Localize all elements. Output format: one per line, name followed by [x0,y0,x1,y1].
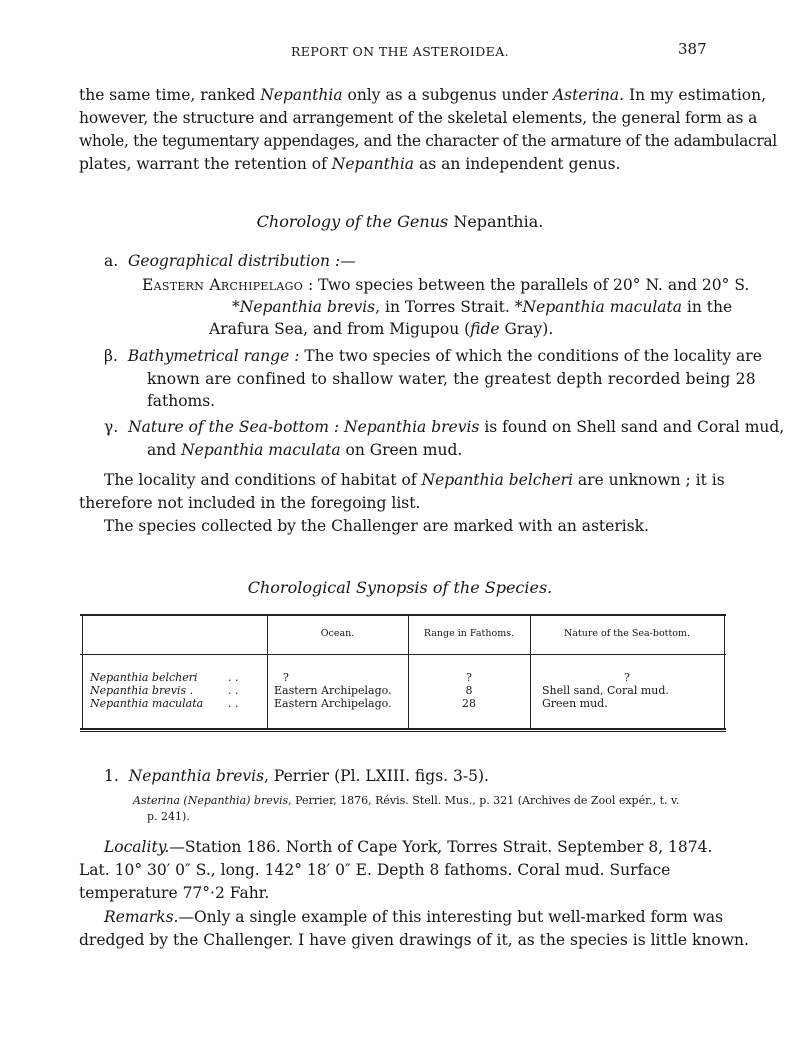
region-name: Eastern Archipelago [142,276,304,294]
row-3-dots: . . [228,697,239,710]
row-1-dots: . . [228,671,239,684]
text: Arafura Sea, and from Migupou ( [209,320,471,338]
species-name: Nepanthia maculata [181,441,341,459]
reference-synonym: Asterina (Nepanthia) brevis [133,794,289,807]
reference-citation: , Perrier, 1876, Révis. Stell. Mus., p. 321 (Archives de Zool expér., t. v. [288,794,680,807]
col-header-bottom: Nature of the Sea-bottom. [563,628,691,639]
text: —Station 186. North of Cape York, Torres Strait. September 8, 1874. [169,838,713,856]
genus-name: Nepanthia [331,155,415,173]
asterisk: * [232,298,240,316]
species-name: Nepanthia brevis [128,767,265,785]
text: the same time, ranked [79,86,261,104]
gamma-line-2 [147,439,462,462]
locality-entry-line-1 [104,836,712,859]
row-2-dots: . . [228,684,239,697]
row-2-range: 8 [465,684,473,697]
intro-line-3: whole, the tegumentary appendages, and the character of the armature of the adambulacral [79,132,777,150]
text: The two species of which the conditions of the locality are [299,347,762,365]
text: The locality and conditions of habitat of [104,471,422,489]
locality-entry-line-3: temperature 77°·2 Fahr. [79,884,270,902]
row-3-range: 28 [462,697,476,710]
locality-note-line-1 [104,469,725,492]
text: Gray). [499,320,554,338]
species-name: Nepanthia maculata [522,298,682,316]
row-1-bottom: ? [624,671,630,684]
asterisk: * [514,298,523,316]
beta-line-2: known are confined to shallow water, the greatest depth recorded being 28 [147,370,756,388]
remarks-line-2: dredged by the Challenger. I have given drawings of it, as the species is little known. [79,931,749,949]
table-bottom-rule-2 [80,731,726,732]
species-entry-title [104,765,489,788]
species-name: Nepanthia belcheri [421,471,573,489]
gamma-item [104,416,784,439]
species-author: , Perrier (Pl. LXIII. figs. 3-5). [264,767,489,785]
text: In my estimation, [624,86,767,104]
table-top-rule [80,614,726,616]
item-label: a. [104,252,119,270]
remarks-line-1 [104,906,723,929]
text: are unknown ; it is [573,471,725,489]
table-left-border [82,614,83,730]
row-2-ocean: Eastern Archipelago. [274,684,392,697]
locality-entry-line-2: Lat. 10° 30′ 0″ S., long. 142° 18′ 0″ E. Depth 8 fathoms. Coral mud. Surface [79,861,671,879]
col-header-ocean: Ocean. [320,628,355,639]
running-header: REPORT ON THE ASTEROIDEA. [291,44,509,59]
heading-italic: Chorology of the Genus [256,212,454,231]
row-1-ocean: ? [283,671,289,684]
table-right-border [724,614,725,730]
row-3-bottom: Green mud. [542,697,608,710]
chorology-heading [0,212,800,231]
entry-label: Remarks. [104,908,179,926]
synopsis-heading: Chorological Synopsis of the Species. [247,578,553,597]
heading-genus: Nepanthia. [453,212,544,231]
text: in the [682,298,733,316]
row-1-species: Nepanthia belcheri [90,671,198,684]
intro-line-4 [79,153,621,176]
locality-note-line-2: therefore not included in the foregoing list. [79,494,421,512]
item-label: β. [104,347,118,365]
item-title: Geographical distribution :— [128,252,356,270]
species-name: Nepanthia brevis [239,298,376,316]
beta-line-3: fathoms. [147,392,216,410]
entry-label: Locality. [104,838,170,856]
row-1-range: ? [466,671,472,684]
text: and [147,441,182,459]
text: is found on Shell sand and Coral mud, [479,418,785,436]
reference-line-1 [133,792,679,809]
col-header-range: Range in Fathoms. [423,628,515,639]
genus-name: Asterina. [552,86,625,104]
item-title: Bathymetrical range : [127,347,300,365]
row-3-species: Nepanthia maculata [90,697,204,710]
table-bottom-rule [80,728,726,730]
locality-note-line-3: The species collected by the Challenger are marked with an asterisk. [104,517,649,535]
alpha-item [104,250,356,273]
text: as an independent genus. [414,155,621,173]
reference-line-2: p. 241). [147,810,190,823]
species-name: Nepanthia brevis [344,418,480,436]
row-2-bottom: Shell sand, Coral mud. [542,684,669,697]
text: : Two species between the parallels of 20° N. and 20° S. [303,276,750,294]
table-header-rule [80,654,726,655]
intro-line-1 [79,84,767,107]
arafura-line [209,318,553,341]
page-number: 387 [678,40,707,58]
text: only as a subgenus under [342,86,553,104]
text: —Only a single example of this interesting but well-marked form was [178,908,724,926]
item-title: Nature of the Sea-bottom : [128,418,340,436]
item-label: γ. [104,418,119,436]
genus-name: Nepanthia [260,86,343,104]
text: on Green mud. [340,441,463,459]
beta-item [104,345,762,368]
intro-line-2: however, the structure and arrangement of the skeletal elements, the general form as a [79,109,758,127]
text: plates, warrant the retention of [79,155,332,173]
text-italic: fide [470,320,500,338]
eastern-archipelago-line [142,274,749,297]
text: , in Torres Strait. [375,298,515,316]
entry-number: 1. [104,767,119,785]
species-line [232,296,732,319]
row-3-ocean: Eastern Archipelago. [274,697,392,710]
row-2-species: Nepanthia brevis . [90,684,194,697]
